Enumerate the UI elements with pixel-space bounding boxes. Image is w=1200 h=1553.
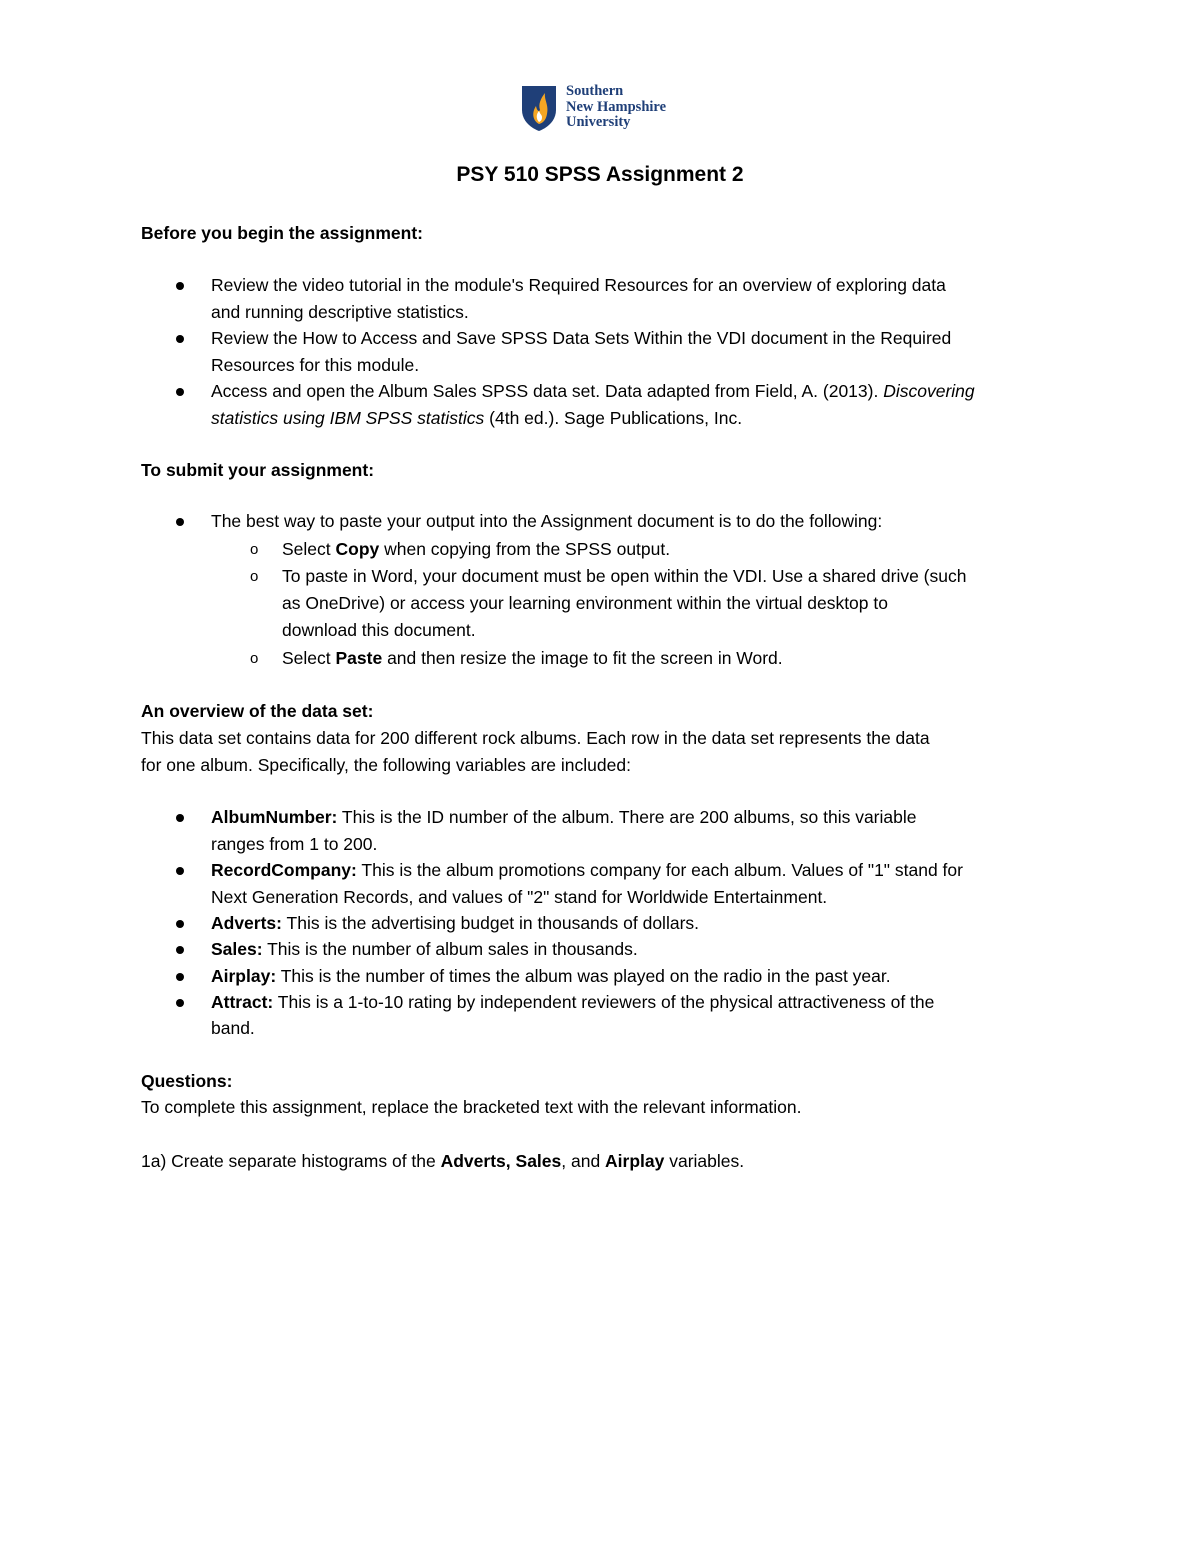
variable-attract-line-1 — [211, 989, 934, 1016]
variable-name: Adverts: — [211, 913, 282, 933]
variable-sales — [211, 936, 638, 963]
text-run: and then resize the image to fit the screen in Word. — [382, 648, 783, 668]
variable-name: RecordCompany: — [211, 860, 357, 880]
submit-sub-item-3 — [282, 645, 783, 672]
bullet-dot — [176, 946, 184, 954]
variable-name: Attract: — [211, 992, 274, 1012]
text-run: This is the number of times the album was played on the radio in the past year. — [276, 966, 891, 986]
text-run: 1a) Create separate histograms of the — [141, 1151, 441, 1171]
submit-sub-item-1 — [282, 536, 670, 563]
logo-line-3: University — [566, 114, 631, 130]
logo-line-1: Southern — [566, 83, 624, 99]
sub-bullet-marker: o — [250, 568, 259, 585]
question-1a — [141, 1148, 744, 1175]
text-run: , and — [561, 1151, 606, 1171]
logo-wordmark — [566, 84, 666, 131]
before-item-3-line-2 — [211, 405, 742, 432]
submit-sub-item-2-line-3: download this document. — [282, 620, 476, 640]
bold-run: Paste — [335, 648, 383, 668]
submit-item-1: The best way to paste your output into the Assignment document is to do the following: — [211, 511, 883, 531]
text-run: Access and open the Album Sales SPSS data set. Data adapted from Field, A. (2013). — [211, 381, 884, 401]
variable-attract-line-2: band. — [211, 1018, 255, 1038]
questions-intro: To complete this assignment, replace the bracketed text with the relevant information. — [141, 1097, 802, 1117]
overview-paragraph-line-1: This data set contains data for 200 different rock albums. Each row in the data set represents the data — [141, 728, 930, 748]
text-run: Select — [282, 539, 336, 559]
text-run: This is the advertising budget in thousands of dollars. — [282, 913, 700, 933]
bold-run: Adverts — [440, 1151, 506, 1171]
before-item-2-line-1: Review the How to Access and Save SPSS Data Sets Within the VDI document in the Required — [211, 328, 952, 348]
questions-heading: Questions: — [141, 1071, 233, 1091]
before-heading: Before you begin the assignment: — [141, 223, 423, 243]
text-run: This is the number of album sales in thousands. — [262, 939, 638, 959]
bold-run: Copy — [335, 539, 380, 559]
document-title: PSY 510 SPSS Assignment 2 — [456, 163, 744, 186]
overview-paragraph-line-2: for one album. Specifically, the following variables are included: — [141, 755, 631, 775]
logo-line-2: New Hampshire — [566, 98, 667, 115]
before-item-1-line-1: Review the video tutorial in the module's Required Resources for an overview of exploring data — [211, 275, 946, 295]
sub-bullet-marker: o — [250, 650, 259, 667]
before-item-2-line-2: Resources for this module. — [211, 355, 420, 375]
bold-run: , — [505, 1151, 516, 1171]
bullet-dot — [176, 999, 184, 1007]
variable-airplay — [211, 963, 891, 990]
text-run: variables. — [664, 1151, 745, 1171]
text-run: (4th ed.). Sage Publications, Inc. — [484, 408, 743, 428]
variable-record-company-line-2: Next Generation Records, and values of "2" stand for Worldwide Entertainment. — [211, 887, 828, 907]
bullet-dot — [176, 282, 184, 290]
bullet-dot — [176, 335, 184, 343]
text-run: This is the ID number of the album. There are 200 albums, so this variable — [337, 807, 917, 827]
text-run: when copying from the SPSS output. — [379, 539, 671, 559]
variable-name: AlbumNumber: — [211, 807, 338, 827]
bold-run: Sales — [515, 1151, 562, 1171]
bullet-dot — [176, 814, 184, 822]
bold-run: Airplay — [605, 1151, 665, 1171]
submit-sub-item-2-line-2: as OneDrive) or access your learning environment within the virtual desktop to — [282, 593, 888, 613]
text-run: This is the album promotions company for each album. Values of "1" stand for — [356, 860, 963, 880]
before-item-3-line-1 — [211, 378, 975, 405]
sub-bullet-marker: o — [250, 541, 259, 558]
bullet-dot — [176, 973, 184, 981]
submit-heading: To submit your assignment: — [141, 460, 375, 480]
text-run: This is a 1-to-10 rating by independent reviewers of the physical attractiveness of the — [273, 992, 935, 1012]
bullet-dot — [176, 518, 184, 526]
text-run: Select — [282, 648, 336, 668]
bullet-dot — [176, 920, 184, 928]
variable-name: Airplay: — [211, 966, 277, 986]
submit-sub-item-2-line-1: To paste in Word, your document must be open within the VDI. Use a shared drive (such — [282, 566, 967, 586]
variable-name: Sales: — [211, 939, 263, 959]
italic-run: statistics using IBM SPSS statistics — [211, 408, 485, 428]
snhu-logo — [520, 84, 690, 132]
variable-record-company-line-1 — [211, 857, 963, 884]
bullet-dot — [176, 867, 184, 875]
overview-heading: An overview of the data set: — [141, 701, 374, 721]
variable-adverts — [211, 910, 699, 937]
before-item-1-line-2: and running descriptive statistics. — [211, 302, 469, 322]
variable-album-number-line-2: ranges from 1 to 200. — [211, 834, 378, 854]
italic-run: Discovering — [883, 381, 975, 401]
variable-album-number-line-1 — [211, 804, 916, 831]
bullet-dot — [176, 388, 184, 396]
shield-flame-icon — [520, 84, 558, 132]
